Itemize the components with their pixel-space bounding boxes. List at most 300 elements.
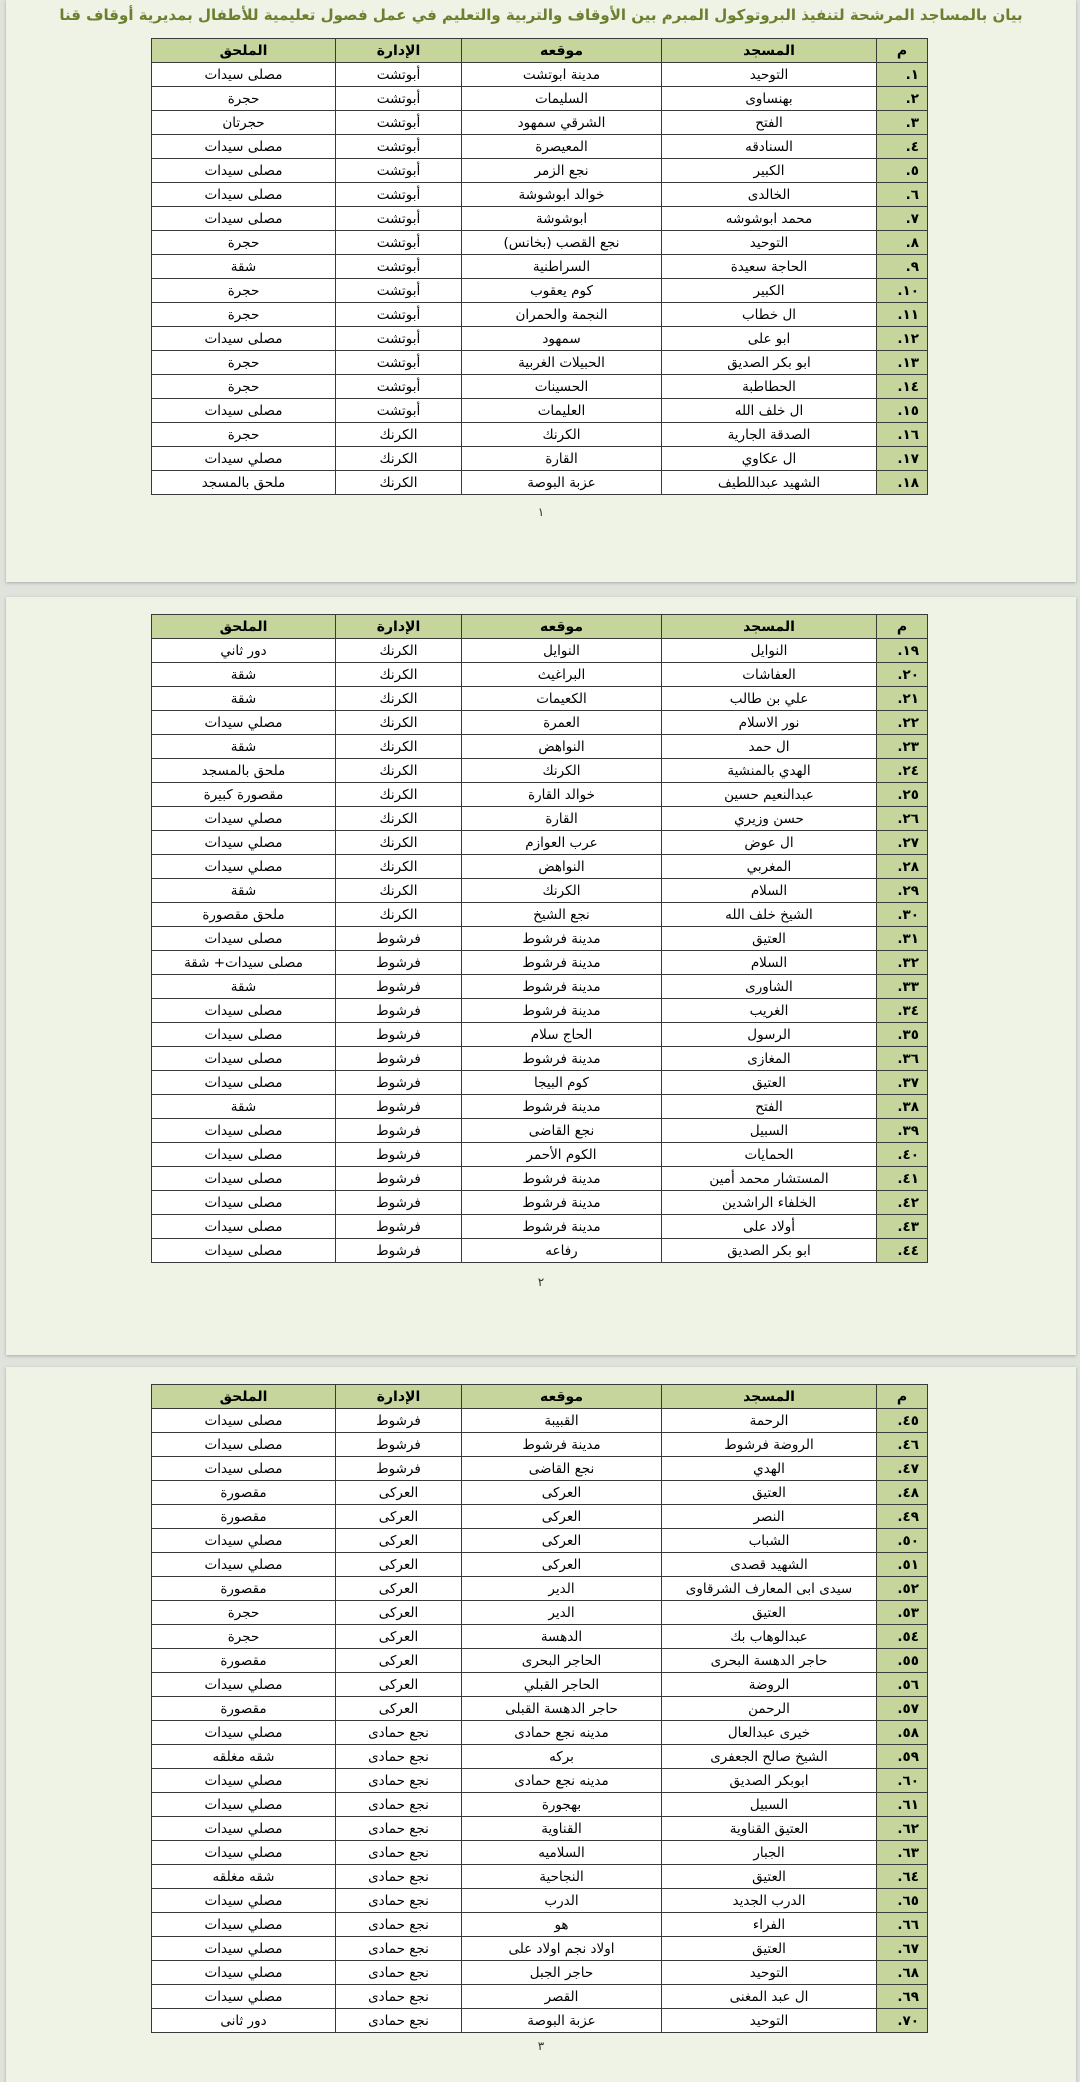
table-row (152, 1047, 928, 1071)
mosque-location: عرب العوازم (462, 831, 662, 855)
table-row (152, 663, 928, 687)
mosque-administration: فرشوط (336, 1047, 462, 1071)
table-row (152, 639, 928, 663)
mosque-name: ال عكاوي (662, 447, 877, 471)
row-number: ١. (877, 63, 928, 87)
mosque-administration: نجع حمادى (336, 1937, 462, 1961)
mosque-annex: مصلى سيدات (152, 135, 336, 159)
row-number: ٦٠. (877, 1769, 928, 1793)
mosque-location: نجع القصب (بخانس) (462, 231, 662, 255)
mosque-location: المعيصرة (462, 135, 662, 159)
table-row (152, 1601, 928, 1625)
table-row (152, 375, 928, 399)
mosque-name: الخلفاء الراشدين (662, 1191, 877, 1215)
mosque-location: مدينه نجع حمادى (462, 1721, 662, 1745)
row-number: ٧٠. (877, 2009, 928, 2033)
page-number: ١ (537, 505, 545, 519)
mosque-name: الحطاطبة (662, 375, 877, 399)
mosque-administration: فرشوط (336, 951, 462, 975)
mosque-location: سمهود (462, 327, 662, 351)
row-number: ٦٤. (877, 1865, 928, 1889)
row-number: ٦٧. (877, 1937, 928, 1961)
mosque-location: الحسينات (462, 375, 662, 399)
mosque-annex: مقصورة (152, 1697, 336, 1721)
row-number: ١٥. (877, 399, 928, 423)
mosque-administration: الكرنك (336, 783, 462, 807)
header-annex: الملحق (152, 615, 336, 639)
mosque-administration: العركى (336, 1673, 462, 1697)
mosque-annex: مصلى سيدات (152, 1047, 336, 1071)
mosque-administration: الكرنك (336, 687, 462, 711)
mosque-location: النوايل (462, 639, 662, 663)
mosque-location: هو (462, 1913, 662, 1937)
mosque-name: التوحيد (662, 2009, 877, 2033)
table-header-row (152, 39, 928, 63)
mosque-location: مدينة ابوتشت (462, 63, 662, 87)
row-number: ١٦. (877, 423, 928, 447)
table-row (152, 279, 928, 303)
mosque-name: الحمايات (662, 1143, 877, 1167)
mosque-location: الكرنك (462, 759, 662, 783)
mosque-name: السنادقه (662, 135, 877, 159)
mosque-annex: ملحق مقصورة (152, 903, 336, 927)
mosque-annex: مقصورة (152, 1481, 336, 1505)
row-number: ٢٨. (877, 855, 928, 879)
mosque-administration: فرشوط (336, 1215, 462, 1239)
mosque-name: ال عوض (662, 831, 877, 855)
mosque-annex: دور ثانى (152, 2009, 336, 2033)
row-number: ٢٢. (877, 711, 928, 735)
row-number: ٢٦. (877, 807, 928, 831)
mosque-administration: أبوتشت (336, 399, 462, 423)
table-row (152, 687, 928, 711)
row-number: ٤٣. (877, 1215, 928, 1239)
table-row (152, 207, 928, 231)
header-location: موقعه (462, 1385, 662, 1409)
mosque-annex: مصلى سيدات (152, 1457, 336, 1481)
mosque-administration: نجع حمادى (336, 1961, 462, 1985)
mosque-location: العليمات (462, 399, 662, 423)
mosque-name: نور الاسلام (662, 711, 877, 735)
mosque-name: الرحمن (662, 1697, 877, 1721)
mosque-name: الفتح (662, 111, 877, 135)
mosque-annex: مصلى سيدات (152, 159, 336, 183)
mosques-table-page-1 (151, 38, 928, 495)
mosque-location: النجمة والحمران (462, 303, 662, 327)
row-number: ٤٢. (877, 1191, 928, 1215)
mosque-administration: أبوتشت (336, 135, 462, 159)
row-number: ٥. (877, 159, 928, 183)
mosque-name: الفتح (662, 1095, 877, 1119)
mosque-annex: مصلي سيدات (152, 1961, 336, 1985)
mosque-annex: مصلى سيدات (152, 183, 336, 207)
mosque-name: ال خلف الله (662, 399, 877, 423)
row-number: ٣٢. (877, 951, 928, 975)
mosque-name: ال عبد المغنى (662, 1985, 877, 2009)
mosque-location: القبيبة (462, 1409, 662, 1433)
mosque-name: السلام (662, 951, 877, 975)
mosque-administration: نجع حمادى (336, 1889, 462, 1913)
table-row (152, 975, 928, 999)
mosque-annex: حجرتان (152, 111, 336, 135)
mosque-location: القارة (462, 447, 662, 471)
mosque-name: الرسول (662, 1023, 877, 1047)
mosque-administration: الكرنك (336, 471, 462, 495)
table-row (152, 87, 928, 111)
mosque-administration: فرشوط (336, 1119, 462, 1143)
row-number: ٤٧. (877, 1457, 928, 1481)
mosque-location: الدرب (462, 1889, 662, 1913)
mosque-administration: فرشوط (336, 1457, 462, 1481)
mosque-administration: الكرنك (336, 711, 462, 735)
mosque-administration: فرشوط (336, 1167, 462, 1191)
table-row (152, 1409, 928, 1433)
mosque-location: اولاد نجم اولاد على (462, 1937, 662, 1961)
mosque-administration: الكرنك (336, 903, 462, 927)
mosque-location: القارة (462, 807, 662, 831)
mosque-administration: العركى (336, 1601, 462, 1625)
row-number: ٥٥. (877, 1649, 928, 1673)
mosque-name: الغريب (662, 999, 877, 1023)
mosque-name: الجبار (662, 1841, 877, 1865)
row-number: ٣١. (877, 927, 928, 951)
mosque-location: مدينة فرشوط (462, 1191, 662, 1215)
table-row (152, 2009, 928, 2033)
mosque-name: الفراء (662, 1913, 877, 1937)
mosque-location: الشرقي سمهود (462, 111, 662, 135)
table-header-row (152, 615, 928, 639)
mosque-name: الروضة فرشوط (662, 1433, 877, 1457)
row-number: ٤٦. (877, 1433, 928, 1457)
mosque-name: الخالدى (662, 183, 877, 207)
mosque-name: السبيل (662, 1793, 877, 1817)
mosque-name: العتيق (662, 927, 877, 951)
header-annex: الملحق (152, 1385, 336, 1409)
table-row (152, 1865, 928, 1889)
mosque-administration: العركى (336, 1529, 462, 1553)
table-row (152, 303, 928, 327)
mosque-location: السراطنية (462, 255, 662, 279)
mosque-location: الدير (462, 1601, 662, 1625)
mosque-name: المغربي (662, 855, 877, 879)
row-number: ٥٣. (877, 1601, 928, 1625)
mosque-administration: نجع حمادى (336, 1985, 462, 2009)
table-row (152, 423, 928, 447)
row-number: ٢٧. (877, 831, 928, 855)
header-number: م (877, 39, 928, 63)
mosque-name: الهدي بالمنشية (662, 759, 877, 783)
row-number: ٣٦. (877, 1047, 928, 1071)
row-number: ٥٢. (877, 1577, 928, 1601)
mosque-name: العفاشات (662, 663, 877, 687)
table-row (152, 999, 928, 1023)
mosque-location: خوالد ابوشوشة (462, 183, 662, 207)
mosque-administration: نجع حمادى (336, 1865, 462, 1889)
mosque-location: الدير (462, 1577, 662, 1601)
table-row (152, 903, 928, 927)
header-mosque: المسجد (662, 39, 877, 63)
mosque-annex: مقصورة (152, 1649, 336, 1673)
table-row (152, 471, 928, 495)
mosque-location: الكعيمات (462, 687, 662, 711)
mosque-location: النواهض (462, 735, 662, 759)
mosque-location: مدينة فرشوط (462, 1167, 662, 1191)
mosque-annex: مصلي سيدات (152, 855, 336, 879)
row-number: ٦٨. (877, 1961, 928, 1985)
mosque-location: العركى (462, 1529, 662, 1553)
row-number: ٥٦. (877, 1673, 928, 1697)
table-row (152, 735, 928, 759)
mosque-annex: شقة (152, 879, 336, 903)
mosque-annex: مصلى سيدات (152, 327, 336, 351)
table-row (152, 711, 928, 735)
mosque-location: مدينة فرشوط (462, 951, 662, 975)
table-row (152, 1143, 928, 1167)
mosque-location: مدينة فرشوط (462, 927, 662, 951)
mosque-location: حاجر الدهسة القبلى (462, 1697, 662, 1721)
table-row (152, 855, 928, 879)
mosque-annex: مصلى سيدات (152, 999, 336, 1023)
row-number: ٣٧. (877, 1071, 928, 1095)
mosque-name: المستشار محمد أمين (662, 1167, 877, 1191)
mosque-administration: أبوتشت (336, 303, 462, 327)
row-number: ١١. (877, 303, 928, 327)
mosque-name: الكبير (662, 279, 877, 303)
mosque-annex: مصلى سيدات (152, 1409, 336, 1433)
table-header-row (152, 1385, 928, 1409)
header-administration: الإدارة (336, 1385, 462, 1409)
document-title: بيان بالمساجد المرشحة لتنفيذ البروتوكول المبرم بين الأوقاف والتربية والتعليم في عمل فصول تعليمية للأطفال بمديرية أوقاف قنا (59, 6, 1023, 24)
header-number: م (877, 615, 928, 639)
mosque-annex: مصلى سيدات (152, 927, 336, 951)
mosque-location: العركى (462, 1481, 662, 1505)
row-number: ٥٠. (877, 1529, 928, 1553)
mosque-administration: العركى (336, 1577, 462, 1601)
table-row (152, 1095, 928, 1119)
mosque-name: الشيخ صالح الجعفرى (662, 1745, 877, 1769)
mosque-annex: مصلي سيدات (152, 1793, 336, 1817)
row-number: ١٧. (877, 447, 928, 471)
mosque-location: الحاجر القبلي (462, 1673, 662, 1697)
table-row (152, 1649, 928, 1673)
row-number: ٦٦. (877, 1913, 928, 1937)
mosque-administration: أبوتشت (336, 351, 462, 375)
mosque-annex: مصلي سيدات (152, 1889, 336, 1913)
table-row (152, 351, 928, 375)
header-annex: الملحق (152, 39, 336, 63)
header-mosque: المسجد (662, 615, 877, 639)
mosque-annex: شقة (152, 687, 336, 711)
table-row (152, 1481, 928, 1505)
mosque-administration: فرشوط (336, 1023, 462, 1047)
mosque-annex: دور ثاني (152, 639, 336, 663)
mosque-administration: أبوتشت (336, 327, 462, 351)
document-page-1 (6, 0, 1076, 582)
table-row (152, 1457, 928, 1481)
mosque-administration: نجع حمادى (336, 1745, 462, 1769)
mosque-administration: فرشوط (336, 999, 462, 1023)
row-number: ٦٢. (877, 1817, 928, 1841)
mosque-annex: حجرة (152, 87, 336, 111)
mosque-name: علي بن طالب (662, 687, 877, 711)
mosque-location: السليمات (462, 87, 662, 111)
row-number: ٥٤. (877, 1625, 928, 1649)
table-row (152, 159, 928, 183)
mosque-administration: العركى (336, 1553, 462, 1577)
mosque-location: السلاميه (462, 1841, 662, 1865)
mosque-name: عبدالنعيم حسين (662, 783, 877, 807)
table-row (152, 1119, 928, 1143)
mosque-name: السبيل (662, 1119, 877, 1143)
mosque-name: الشهيد قصدى (662, 1553, 877, 1577)
mosque-annex: مقصورة كبيرة (152, 783, 336, 807)
mosque-administration: أبوتشت (336, 279, 462, 303)
mosque-location: ابوشوشة (462, 207, 662, 231)
row-number: ١٢. (877, 327, 928, 351)
mosque-annex: مصلى سيدات (152, 1119, 336, 1143)
mosque-administration: الكرنك (336, 735, 462, 759)
mosque-administration: العركى (336, 1505, 462, 1529)
table-row (152, 1937, 928, 1961)
row-number: ٦. (877, 183, 928, 207)
mosque-location: البراغيث (462, 663, 662, 687)
mosque-location: مدينة فرشوط (462, 999, 662, 1023)
mosque-name: السلام (662, 879, 877, 903)
mosque-administration: أبوتشت (336, 255, 462, 279)
mosque-name: ال خطاب (662, 303, 877, 327)
mosque-administration: الكرنك (336, 807, 462, 831)
row-number: ٤. (877, 135, 928, 159)
mosque-location: بهجورة (462, 1793, 662, 1817)
mosque-annex: مصلي سيدات (152, 1937, 336, 1961)
mosque-administration: نجع حمادى (336, 1913, 462, 1937)
mosque-location: الحبيلات الغربية (462, 351, 662, 375)
mosque-location: العمرة (462, 711, 662, 735)
table-row (152, 1889, 928, 1913)
mosque-annex: مقصورة (152, 1505, 336, 1529)
mosque-name: الدرب الجديد (662, 1889, 877, 1913)
row-number: ٢٣. (877, 735, 928, 759)
mosque-location: نجع الشيخ (462, 903, 662, 927)
mosque-annex: مصلي سيدات (152, 1817, 336, 1841)
mosque-location: بركه (462, 1745, 662, 1769)
row-number: ٣٨. (877, 1095, 928, 1119)
row-number: ١٤. (877, 375, 928, 399)
table-row (152, 1191, 928, 1215)
mosque-name: الكبير (662, 159, 877, 183)
mosque-location: نجع القاضى (462, 1457, 662, 1481)
mosque-location: مدينة فرشوط (462, 1095, 662, 1119)
table-row (152, 1721, 928, 1745)
mosque-annex: مصلى سيدات (152, 1239, 336, 1263)
header-administration: الإدارة (336, 39, 462, 63)
mosque-location: كوم يعقوب (462, 279, 662, 303)
mosque-name: العتيق (662, 1601, 877, 1625)
mosque-administration: نجع حمادى (336, 1793, 462, 1817)
mosque-name: المغازى (662, 1047, 877, 1071)
table-row (152, 1239, 928, 1263)
mosque-name: الحاجة سعيدة (662, 255, 877, 279)
mosque-administration: الكرنك (336, 663, 462, 687)
table-row (152, 759, 928, 783)
mosque-annex: مصلى سيدات (152, 1143, 336, 1167)
mosque-administration: الكرنك (336, 855, 462, 879)
row-number: ٤٠. (877, 1143, 928, 1167)
mosque-name: العتيق (662, 1865, 877, 1889)
table-row (152, 1793, 928, 1817)
mosque-location: القصر (462, 1985, 662, 2009)
table-row (152, 63, 928, 87)
mosque-annex: مصلي سيدات (152, 807, 336, 831)
mosque-administration: أبوتشت (336, 87, 462, 111)
mosque-name: سيدى ابى المعارف الشرقاوى (662, 1577, 877, 1601)
mosque-administration: الكرنك (336, 759, 462, 783)
mosque-location: مدينة فرشوط (462, 975, 662, 999)
row-number: ٦٩. (877, 1985, 928, 2009)
mosque-location: نجع القاضى (462, 1119, 662, 1143)
table-row (152, 327, 928, 351)
mosque-annex: شقة (152, 975, 336, 999)
table-row (152, 1913, 928, 1937)
mosque-annex: مصلي سيدات (152, 1721, 336, 1745)
row-number: ٣٥. (877, 1023, 928, 1047)
mosque-location: مدينه نجع حمادى (462, 1769, 662, 1793)
mosque-name: عبدالوهاب بك (662, 1625, 877, 1649)
mosque-name: الصدقة الجارية (662, 423, 877, 447)
table-row (152, 951, 928, 975)
mosque-annex: مصلي سيدات (152, 711, 336, 735)
mosque-annex: حجرة (152, 375, 336, 399)
mosque-name: حسن وزيري (662, 807, 877, 831)
row-number: ٥١. (877, 1553, 928, 1577)
mosque-location: العركى (462, 1553, 662, 1577)
mosque-annex: مصلي سيدات (152, 1673, 336, 1697)
mosque-administration: نجع حمادى (336, 1769, 462, 1793)
table-row (152, 1697, 928, 1721)
mosques-table-page-2 (151, 614, 928, 1263)
row-number: ٣٤. (877, 999, 928, 1023)
table-row (152, 255, 928, 279)
mosque-annex: ملحق بالمسجد (152, 471, 336, 495)
table-row (152, 399, 928, 423)
mosque-annex: مصلي سيدات (152, 1913, 336, 1937)
row-number: ٢. (877, 87, 928, 111)
mosque-annex: مصلي سيدات (152, 447, 336, 471)
mosque-annex: مصلى سيدات (152, 399, 336, 423)
mosque-administration: الكرنك (336, 831, 462, 855)
mosque-location: مدينة فرشوط (462, 1215, 662, 1239)
mosque-administration: فرشوط (336, 927, 462, 951)
mosque-annex: مصلي سيدات (152, 1529, 336, 1553)
mosque-annex: حجرة (152, 279, 336, 303)
mosque-name: التوحيد (662, 1961, 877, 1985)
mosque-name: الشباب (662, 1529, 877, 1553)
mosque-name: خيرى عبدالعال (662, 1721, 877, 1745)
row-number: ٩. (877, 255, 928, 279)
row-number: ٢٤. (877, 759, 928, 783)
mosque-location: النواهض (462, 855, 662, 879)
mosque-annex: شقة (152, 663, 336, 687)
mosque-annex: حجرة (152, 1601, 336, 1625)
mosque-annex: شقة (152, 735, 336, 759)
mosque-name: التوحيد (662, 63, 877, 87)
mosque-name: العتيق (662, 1071, 877, 1095)
mosque-annex: مصلى سيدات+ شقة (152, 951, 336, 975)
mosque-administration: فرشوط (336, 1409, 462, 1433)
mosque-location: الكوم الأحمر (462, 1143, 662, 1167)
row-number: ٦٣. (877, 1841, 928, 1865)
mosque-name: ابو بكر الصديق (662, 351, 877, 375)
